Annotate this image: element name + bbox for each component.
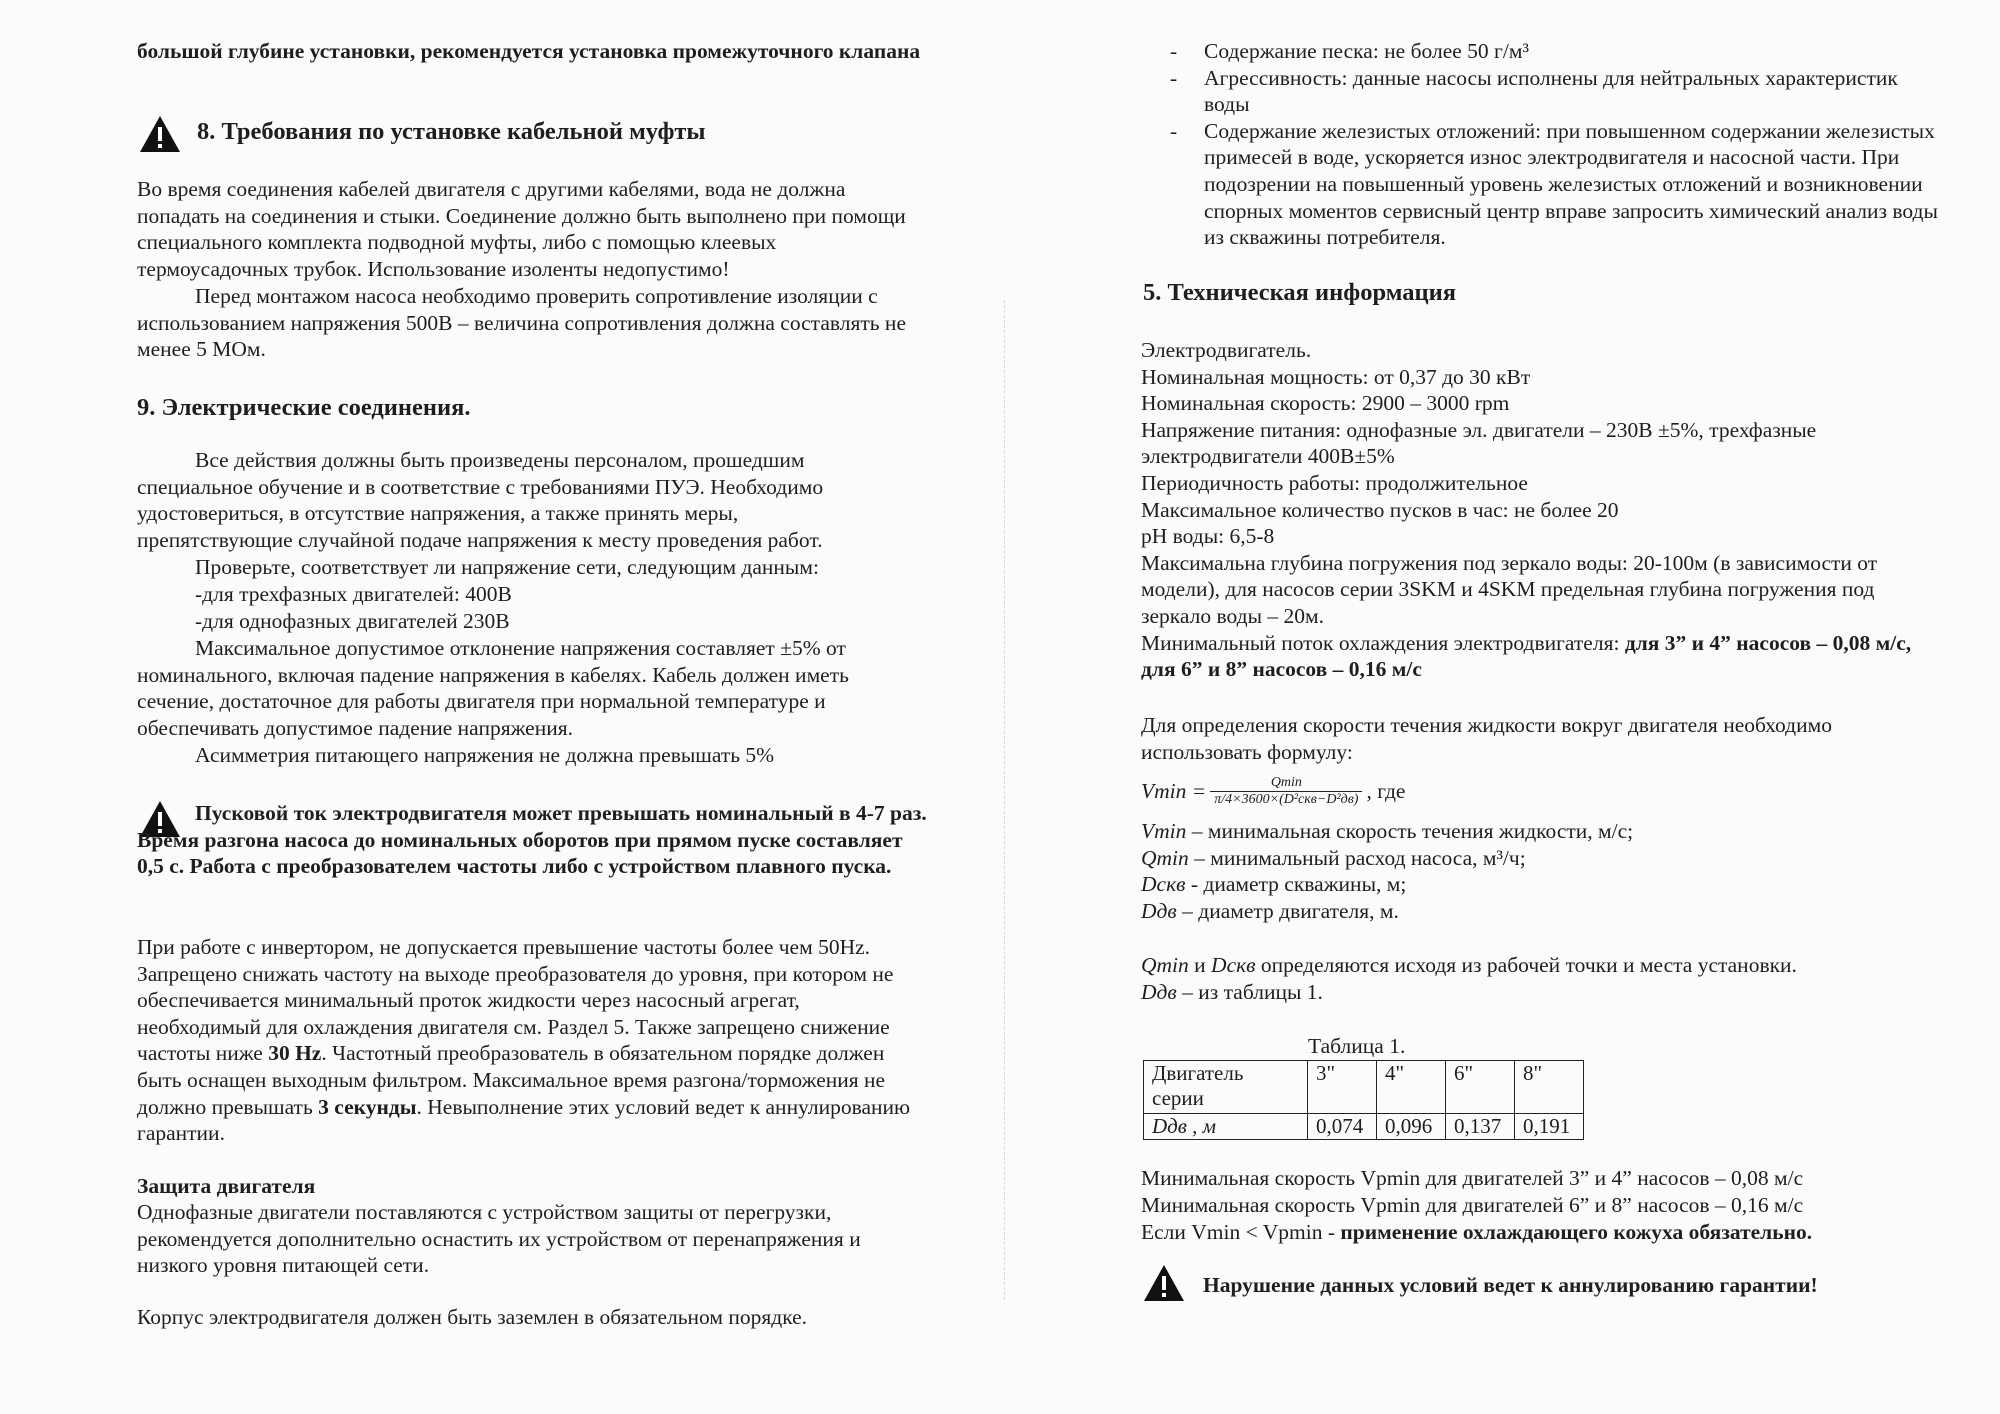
inverter-text-e: . Невыполнение этих условий ведет к аннулированию гарантии. — [137, 1094, 911, 1146]
spec-line: Номинальная мощность: от 0,37 до 30 кВт — [1141, 364, 1531, 389]
det2-symbol: Dдв — [1141, 980, 1177, 1004]
inverter-text-c: . Частотный преобразователь в обязательном порядке должен быть оснащен выходным фильтром. Максимальное время разгона/торможения не должно превышать — [137, 1041, 886, 1119]
intro-bold-text: большой глубине установки, рекомендуется установка промежуточного клапана — [137, 39, 921, 63]
cooling-flow-label: Минимальный поток охлаждения электродвигателя: — [1141, 630, 1625, 655]
motor-specs — [1141, 337, 1931, 683]
table-header-cell: 4" — [1377, 1061, 1446, 1114]
section-9-title: 9. Электрические соединения. — [137, 394, 471, 421]
table-header-cell: Двигатель серии — [1144, 1061, 1308, 1114]
determination-line-1 — [1141, 952, 1931, 979]
table-row — [1144, 1061, 1584, 1114]
inverter-paragraph — [137, 934, 927, 1147]
det-conj: и — [1188, 953, 1212, 977]
definition-symbol: Vmin — [1141, 819, 1187, 843]
det2-text: – из таблицы 1. — [1176, 980, 1323, 1004]
condition-text: Если Vmin < Vpmin - — [1141, 1220, 1341, 1244]
section-9-paragraph-1: Все действия должны быть произведены персоналом, прошедшим специальное обучение и в соответствие с требованиями ПУЭ. Необходимо удостовериться, в отсутствие напряжения, а также принять меры, препятствующие случайной подаче напряжения к месту проведения работ. — [137, 448, 824, 552]
definition-line — [1141, 845, 1931, 872]
spec-line: Напряжение питания: однофазные эл. двигатели – 230В ±5%, трехфазные электродвигатели 400В±5% — [1141, 417, 1817, 469]
start-current-warning: Пусковой ток электродвигателя может превышать номинальный в 4-7 раз. Время разгона насоса до номинальных оборотов при прямом пуске составляет 0,5 с. Работа с преобразователем частоты либо с устройством плавного пуска. — [137, 801, 927, 879]
table-header-cell: 3" — [1308, 1061, 1377, 1114]
spec-line: Периодичность работы: продолжительное — [1141, 470, 1528, 495]
velocity-formula — [1141, 766, 1405, 816]
section-9-paragraph-4: Асимметрия питающего напряжения не должна превышать 5% — [195, 743, 775, 767]
min-speed-line-1: Минимальная скорость Vpmin для двигателей 3” и 4” насосов – 0,08 м/с — [1141, 1166, 1804, 1190]
cooling-flow-values: для 3” и 4” насосов – 0,08 м/с, для 6” и 8” насосов – 0,16 м/с — [1141, 630, 1912, 682]
definition-symbol: Qmin — [1141, 845, 1189, 870]
formula-definitions — [1141, 818, 1931, 924]
table-cell: 0,096 — [1377, 1114, 1446, 1140]
warning-icon — [139, 115, 181, 153]
motor-protection-title: Защита двигателя — [137, 1174, 316, 1198]
definition-line — [1141, 818, 1931, 845]
table-row — [1144, 1114, 1584, 1140]
inverter-time-bold: 3 секунды — [318, 1094, 417, 1119]
list-item: - Агрессивность: данные насосы исполнены для нейтральных характеристик воды — [1168, 65, 1938, 118]
definition-text: – минимальная скорость течения жидкости, м/с; — [1186, 819, 1634, 843]
cooling-jacket-condition — [1141, 1219, 1941, 1246]
warranty-warning: Нарушение данных условий ведет к аннулированию гарантии! — [1203, 1273, 1818, 1297]
inverter-text-a: При работе с инвертором, не допускается превышение частоты более чем 50Hz. Запрещено снижать частоту на выходе преобразователя до уровня, при котором не обеспечивается минимальный проток жидкости через насосный агрегат, необходимый для охлаждения двигателя см. Раздел 5. Также запрещено снижение частоты ниже — [137, 935, 894, 1066]
det-symbol-d: Dскв — [1211, 953, 1256, 977]
table-cell: 0,191 — [1515, 1114, 1584, 1140]
section-5-title: 5. Техническая информация — [1143, 279, 1456, 306]
spec-line: Номинальная скорость: 2900 – 3000 rpm — [1141, 391, 1510, 416]
inverter-freq-bold: 30 Hz — [268, 1041, 322, 1066]
motor-diameter-table — [1143, 1060, 1584, 1140]
formula-intro: Для определения скорости течения жидкости вокруг двигателя необходимо использовать формулу: — [1141, 713, 1832, 764]
table-cell: 0,074 — [1308, 1114, 1377, 1140]
condition-bold: применение охлаждающего кожуха обязательно. — [1340, 1220, 1813, 1244]
definition-line — [1141, 871, 1931, 898]
formula-lhs: Vmin = — [1141, 778, 1207, 803]
section-8-paragraph-1: Во время соединения кабелей двигателя с другими кабелями, вода не должна попадать на соединения и стыки. Соединение должно быть выполнено при помощи специального комплекта подводной муфты, либо с помощью клеевых термоусадочных трубок. Использование изоленты недопустимо! — [137, 177, 906, 281]
section-8-title: 8. Требования по установке кабельной муфты — [197, 118, 706, 145]
formula-tail: , где — [1366, 778, 1406, 803]
section-9-paragraph-2: Проверьте, соответствует ли напряжение сети, следующим данным: — [195, 555, 819, 579]
list-item: - Содержание железистых отложений: при повышенном содержании железистых примесей в воде, ускоряется износ электродвигателя и насосной части. При подозрении на повышенный уровень железистых отложений и возникновении спорных моментов сервисный центр вправе запросить химический анализ воды из скважины потребителя. — [1168, 118, 1938, 251]
section-9-paragraph-3: Максимальное допустимое отклонение напряжения составляет ±5% от номинального, включая падение напряжения в кабелях. Кабель должен иметь сечение, достаточное для работы двигателя при нормальной температуре и обеспечивать допустимое падение напряжения. — [137, 636, 849, 740]
determination-line-2 — [1141, 979, 1931, 1006]
min-speed-line-2: Минимальная скорость Vpmin для двигателей 6” и 8” насосов – 0,16 м/с — [1141, 1193, 1804, 1217]
definition-line — [1141, 898, 1931, 925]
definition-text: – диаметр двигателя, м. — [1176, 898, 1399, 923]
spec-line: Максимальное количество пусков в час: не более 20 — [1141, 497, 1619, 522]
list-item: - Содержание песка: не более 50 г/м³ — [1168, 38, 1938, 65]
det-text: определяются исходя из рабочей точки и места установки. — [1255, 953, 1797, 977]
table-cell: 0,137 — [1446, 1114, 1515, 1140]
section-8-paragraph-2: Перед монтажом насоса необходимо проверить сопротивление изоляции с использованием напряжения 500В – величина сопротивления должна составлять не менее 5 МОм. — [137, 284, 906, 362]
formula-denominator: π/4×3600×(D²скв−D²дв) — [1214, 791, 1359, 807]
water-requirements-list — [1168, 38, 1938, 251]
section-9-list-2: -для однофазных двигателей 230В — [195, 609, 510, 633]
definition-text: – минимальный расход насоса, м³/ч; — [1188, 845, 1526, 870]
formula-fraction — [1210, 775, 1362, 808]
section-9-list-1: -для трехфазных двигателей: 400В — [195, 582, 512, 606]
warning-icon — [1143, 1264, 1185, 1302]
table-row-label: Dдв , м — [1144, 1114, 1308, 1140]
table-caption: Таблица 1. — [1308, 1034, 1406, 1058]
table-header-cell: 8" — [1515, 1061, 1584, 1114]
cooling-flow-line — [1141, 630, 1931, 683]
table-header-cell: 6" — [1446, 1061, 1515, 1114]
spec-line: Электродвигатель. — [1141, 338, 1312, 362]
right-page — [1000, 0, 2000, 1414]
definition-text: - диаметр скважины, м; — [1185, 872, 1407, 897]
definition-symbol: Dскв — [1141, 872, 1186, 897]
spec-line: pH воды: 6,5-8 — [1141, 524, 1275, 549]
det-symbol-q: Qmin — [1141, 953, 1189, 977]
motor-protection-paragraph: Однофазные двигатели поставляются с устройством защиты от перегрузки, рекомендуется дополнительно оснастить их устройством от перенапряжения и низкого уровня питающей сети. — [137, 1200, 861, 1278]
formula-numerator: Qmin — [1210, 775, 1362, 792]
definition-symbol: Dдв — [1141, 898, 1177, 923]
spec-line: Максимальна глубина погружения под зеркало воды: 20-100м (в зависимости от модели), для насосов серии 3SKM и 4SKM предельная глубина погружения под зеркало воды – 20м. — [1141, 550, 1878, 628]
grounding-paragraph: Корпус электродвигателя должен быть заземлен в обязательном порядке. — [137, 1305, 808, 1329]
